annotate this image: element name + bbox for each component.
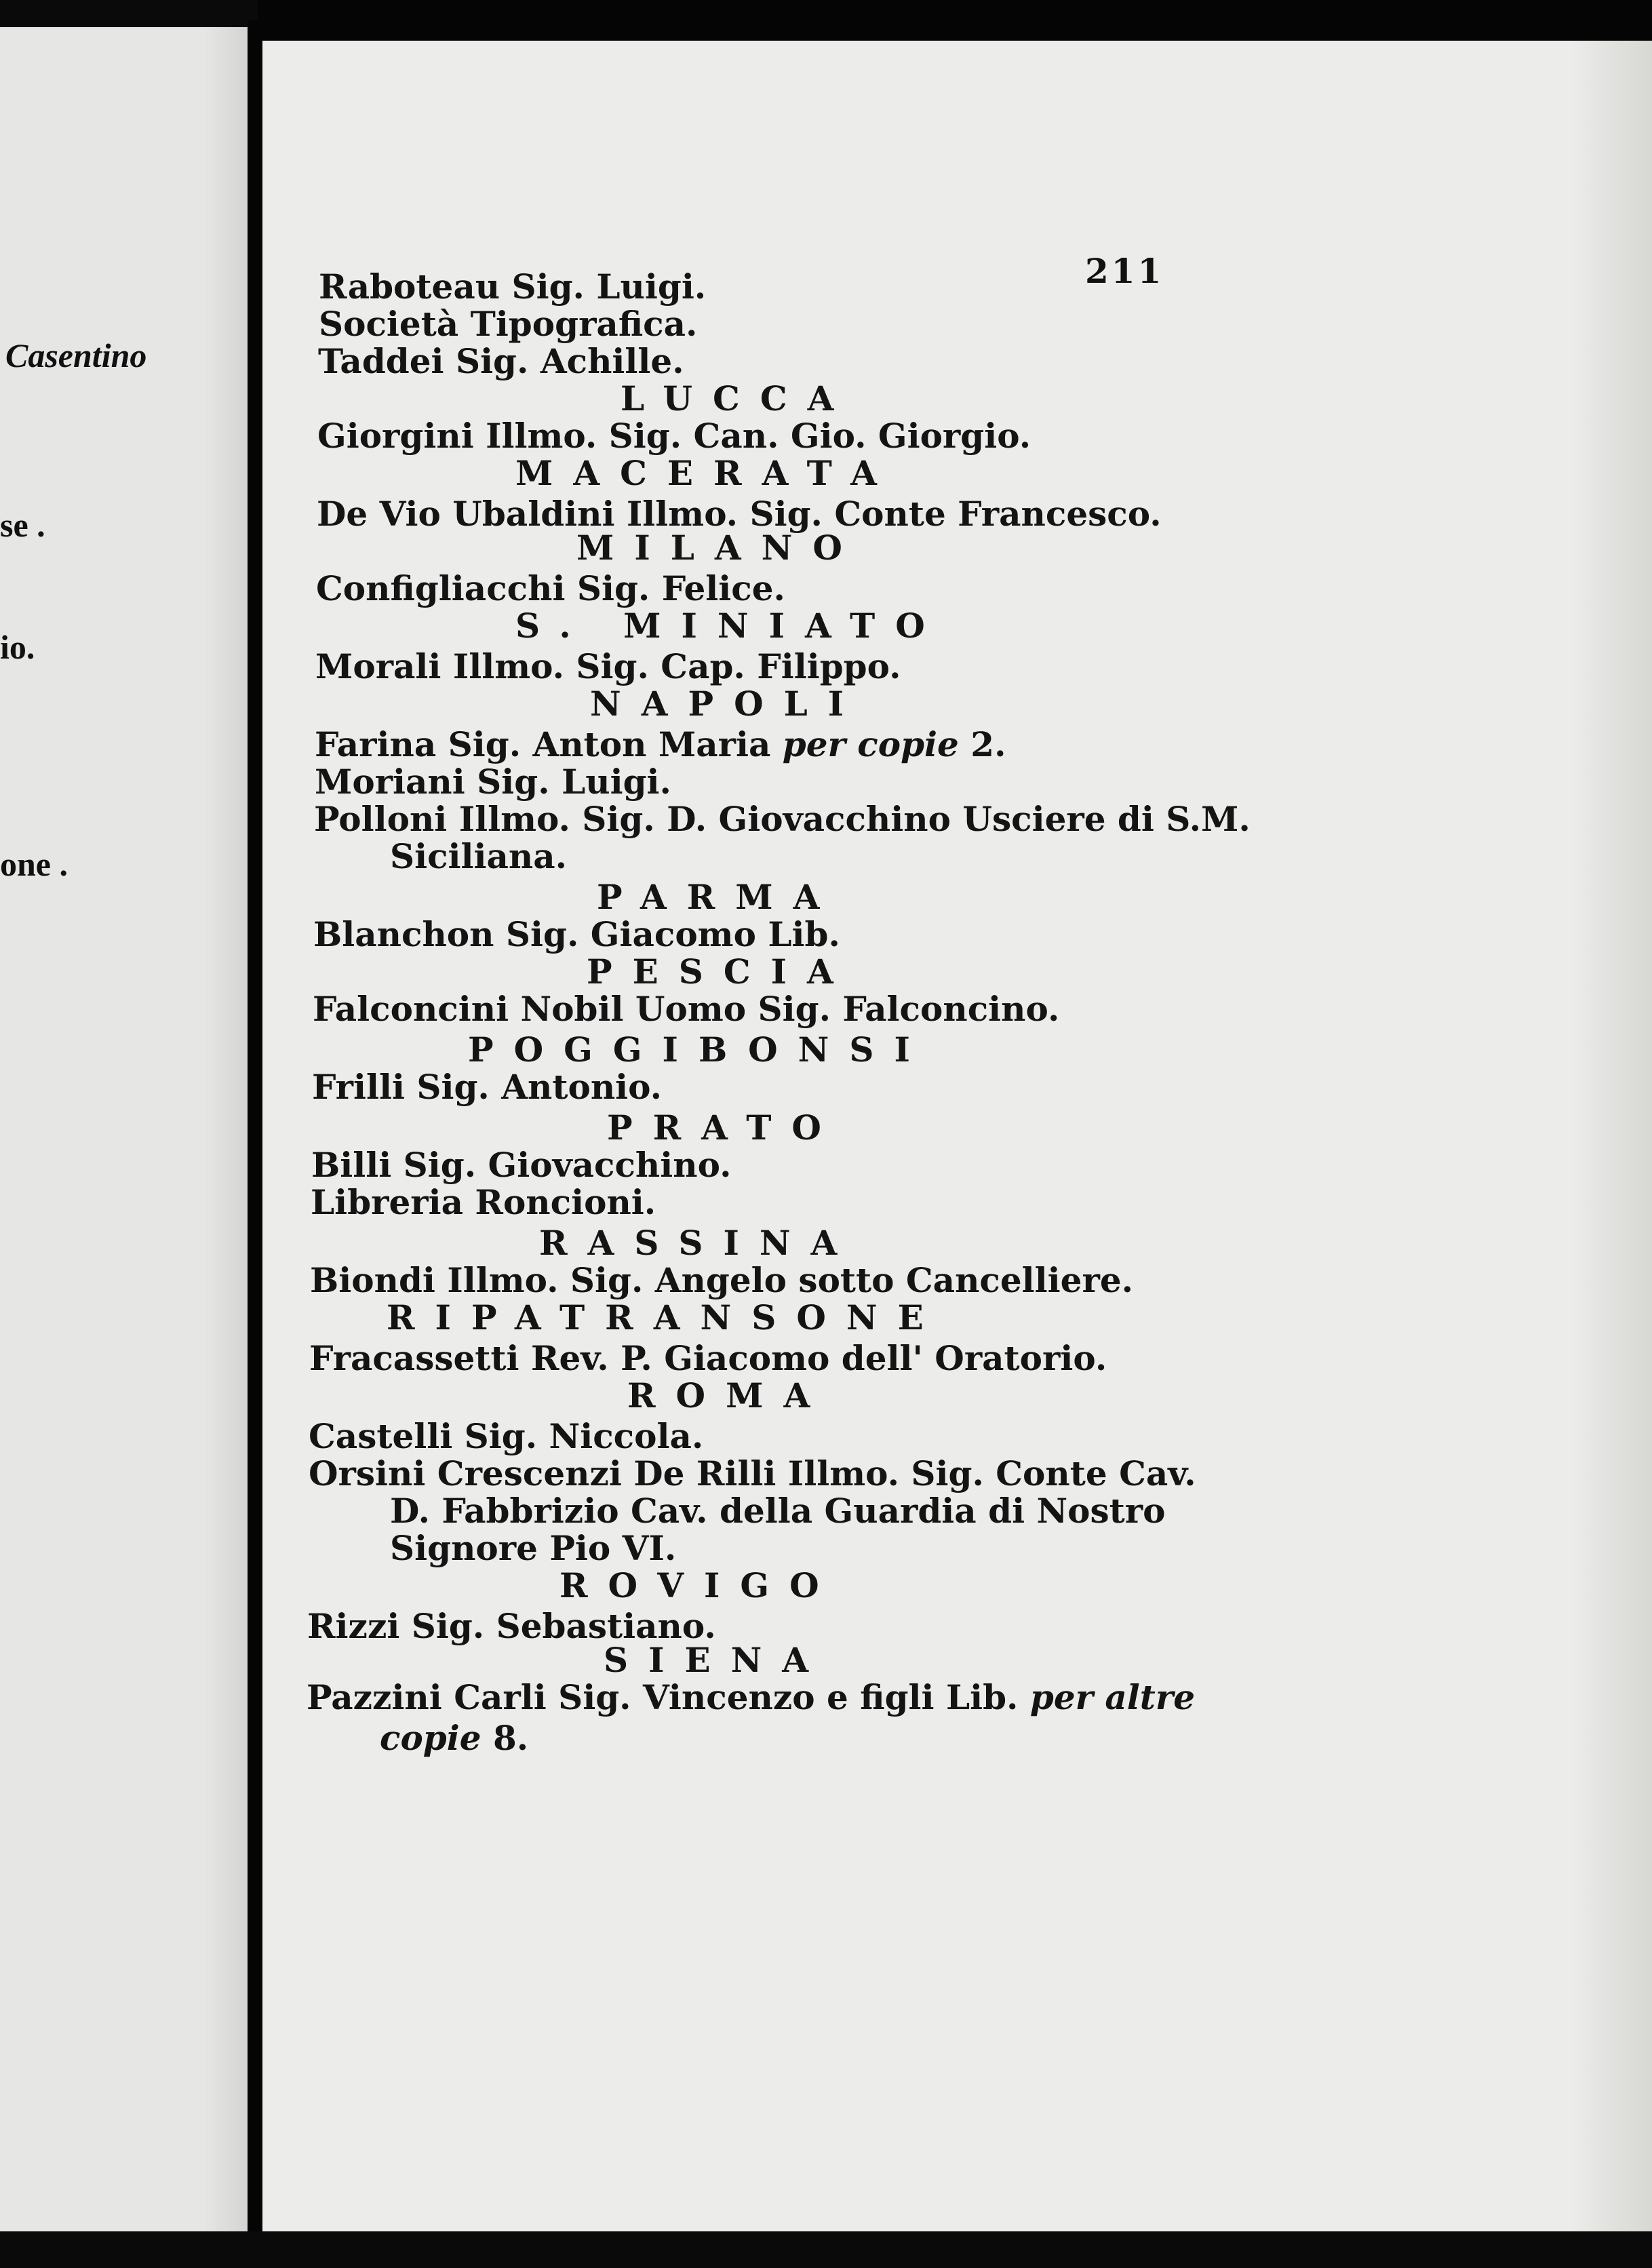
line-text: Società Tipografica. <box>319 304 698 344</box>
subscriber-entry <box>316 570 785 608</box>
line-text: Pazzini Carli Sig. Vincenzo e figli Lib. <box>307 1677 1019 1717</box>
line-text: ROVIGO <box>559 1565 840 1605</box>
entry-continuation <box>390 1529 676 1567</box>
subscriber-entry <box>312 1068 662 1106</box>
page-number: 211 <box>1085 251 1164 291</box>
line-text: Morali Illmo. Sig. Cap. Filippo. <box>315 646 901 686</box>
line-text: S. MINIATO <box>515 606 945 646</box>
line-text: Frilli Sig. Antonio. <box>312 1067 663 1107</box>
line-text: Moriani Sig. Luigi. <box>315 762 671 802</box>
subscriber-entry <box>315 648 901 686</box>
line-text: Giorgini Illmo. Sig. Can. Gio. Giorgio. <box>317 416 1031 456</box>
subscriber-entry <box>313 916 840 954</box>
subscriber-entry <box>311 1146 731 1184</box>
city-heading <box>597 878 840 916</box>
entry-continuation <box>390 1492 1165 1530</box>
margin-fragment: io. <box>0 628 35 666</box>
margin-fragment: one . <box>0 845 68 883</box>
line-text: Siciliana. <box>390 836 568 876</box>
line-text: Rizzi Sig. Sebastiano. <box>307 1606 716 1646</box>
line-text: Polloni Illmo. Sig. D. Giovacchino Usciere di S.M. <box>314 799 1251 839</box>
line-text: POGGIBONSI <box>468 1030 930 1070</box>
subscriber-entry <box>309 1455 1196 1493</box>
subscriber-entry <box>315 763 671 801</box>
line-text: Farina Sig. Anton Maria <box>315 724 771 764</box>
city-heading <box>515 607 945 645</box>
subscriber-entry <box>319 305 697 343</box>
line-text: Configliacchi Sig. Felice. <box>316 568 785 608</box>
line-text: MACERATA <box>515 453 897 493</box>
city-heading <box>590 685 864 723</box>
line-text: LUCCA <box>621 378 854 418</box>
line-text: Signore Pio VI. <box>390 1528 677 1568</box>
line-text: PARMA <box>597 877 840 917</box>
line-text: Fracassetti Rev. P. Giacomo dell' Oratorio. <box>309 1338 1107 1378</box>
line-text: Taddei Sig. Achille. <box>318 341 684 381</box>
city-heading <box>627 1377 830 1415</box>
subscriber-entry <box>311 1184 656 1221</box>
city-heading <box>604 1641 829 1679</box>
city-heading <box>468 1031 930 1069</box>
copies-count: 2. <box>958 724 1006 764</box>
subscriber-entry <box>307 1679 1195 1717</box>
subscriber-entry <box>318 343 684 380</box>
entry-continuation <box>390 838 567 876</box>
subscriber-entry <box>313 990 1059 1028</box>
line-text: MILANO <box>576 528 863 568</box>
line-text: Raboteau Sig. Luigi. <box>319 267 707 307</box>
line-text: RASSINA <box>539 1223 858 1263</box>
city-heading <box>387 1299 944 1337</box>
margin-fragment: se . <box>0 506 45 544</box>
line-text: RIPATRANSONE <box>387 1297 944 1337</box>
subscriber-entry <box>314 800 1251 838</box>
line-text: Libreria Roncioni. <box>311 1182 656 1222</box>
line-text: PRATO <box>607 1108 842 1148</box>
subscriber-entry <box>319 268 706 306</box>
city-heading <box>607 1109 842 1147</box>
city-heading <box>559 1567 840 1605</box>
line-text: Biondi Illmo. Sig. Angelo sotto Cancelliere. <box>310 1260 1134 1300</box>
entry-continuation <box>380 1719 528 1757</box>
line-text: NAPOLI <box>590 684 865 724</box>
line-text: Castelli Sig. Niccola. <box>309 1416 704 1456</box>
italic-note: per copie <box>770 724 959 764</box>
line-text: Billi Sig. Giovacchino. <box>311 1145 732 1185</box>
line-text: Falconcini Nobil Uomo Sig. Falconcino. <box>313 989 1060 1029</box>
line-text: PESCIA <box>587 952 854 992</box>
subscriber-entry <box>317 417 1031 455</box>
line-text: De Vio Ubaldini Illmo. Sig. Conte Francesco. <box>317 494 1162 534</box>
subscriber-entry <box>309 1340 1107 1377</box>
book-gutter <box>248 20 262 2231</box>
city-heading <box>539 1224 857 1262</box>
city-heading <box>576 529 863 567</box>
facing-page-edge <box>0 27 248 2231</box>
subscriber-entry <box>310 1262 1133 1299</box>
margin-fragment: Casentino <box>5 336 147 374</box>
line-text: SIENA <box>604 1640 829 1680</box>
italic-note: copie <box>380 1718 481 1758</box>
subscriber-entry <box>315 726 1006 764</box>
city-heading <box>515 454 897 492</box>
line-text: D. Fabbrizio Cav. della Guardia di Nostro <box>390 1491 1166 1531</box>
line-text: Orsini Crescenzi De Rilli Illmo. Sig. Conte Cav. <box>309 1453 1196 1493</box>
city-heading <box>587 953 854 991</box>
line-text: ROMA <box>627 1375 831 1415</box>
copies-count: 8. <box>481 1718 529 1758</box>
italic-note: per altre <box>1018 1677 1196 1717</box>
city-heading <box>621 380 854 418</box>
scan-top-border <box>258 0 1652 41</box>
line-text: Blanchon Sig. Giacomo Lib. <box>313 914 840 954</box>
subscriber-entry <box>309 1418 703 1455</box>
